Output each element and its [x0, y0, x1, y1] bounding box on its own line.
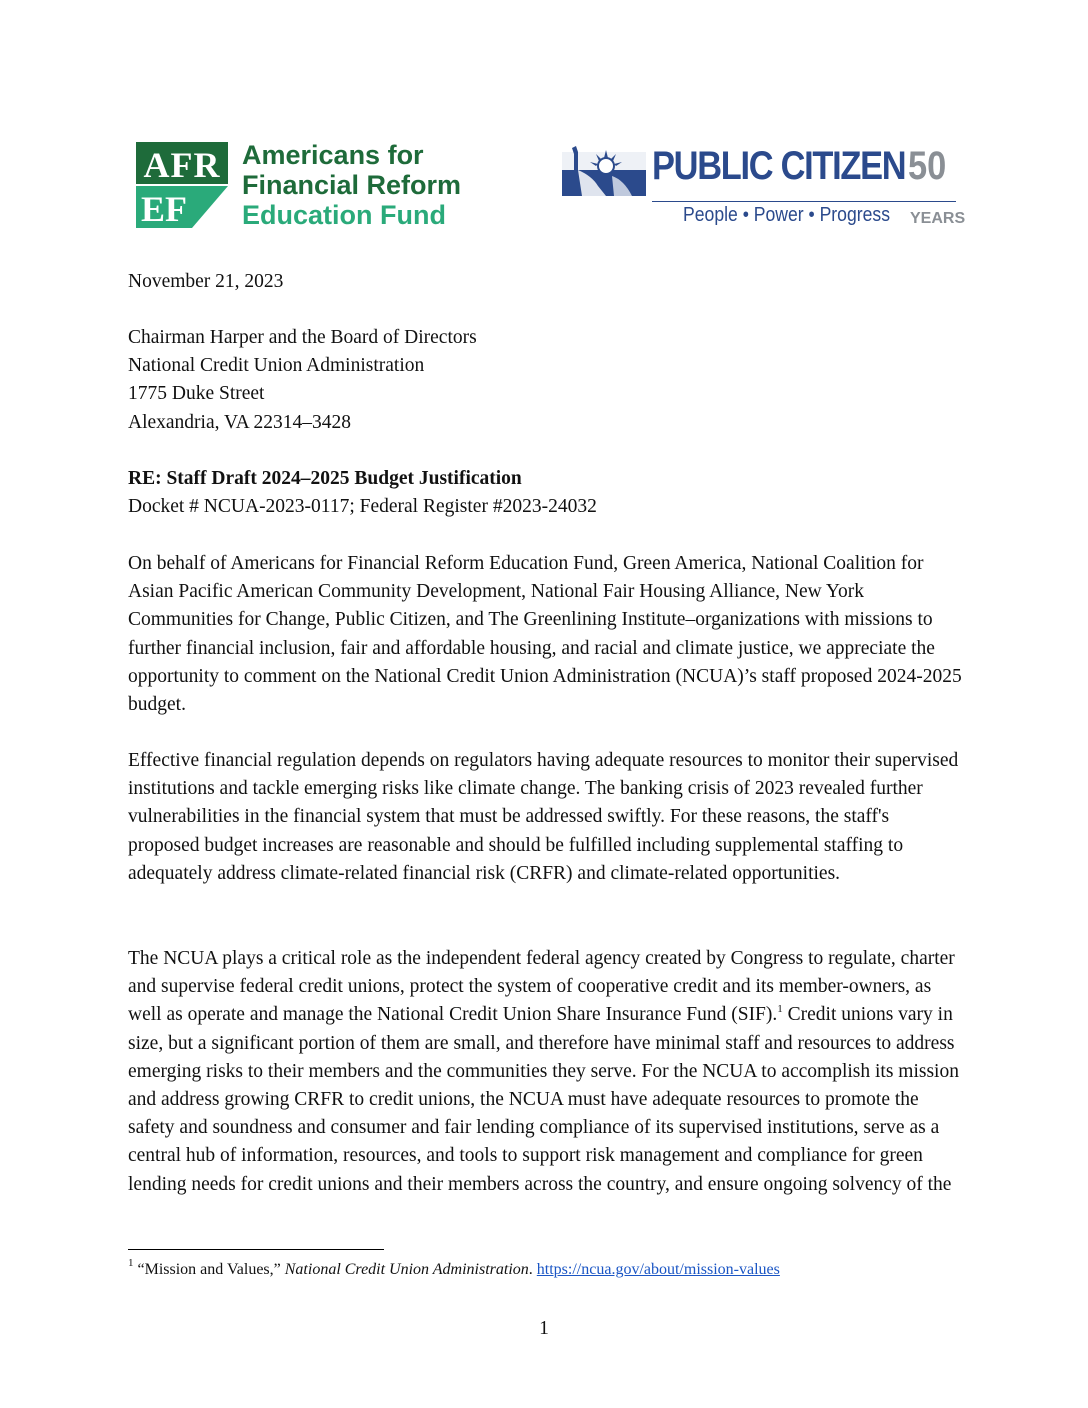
recipient-address: [128, 324, 964, 437]
afr-mark-top-text: AFR: [143, 145, 221, 185]
footnote-text-start: “Mission and Values,”: [133, 1261, 285, 1278]
recipient-line: 1775 Duke Street: [128, 383, 265, 405]
letter-date: November 21, 2023: [128, 271, 284, 292]
public-citizen-tagline: People • Power • Progress: [683, 204, 891, 226]
page-number: 1: [539, 1318, 549, 1339]
recipient-line: Chairman Harper and the Board of Directors: [128, 327, 477, 348]
subject-block: [128, 465, 964, 521]
public-citizen-anniversary: 50: [908, 144, 947, 188]
body-paragraph-3: [128, 945, 964, 1199]
afr-logo: [136, 142, 476, 232]
footnote-divider: [128, 1249, 384, 1250]
public-citizen-wordmark: PUBLIC CITIZEN: [652, 144, 906, 188]
afr-logo-line1: Americans for: [242, 140, 424, 170]
footnote-reference[interactable]: 1: [777, 1003, 783, 1016]
statue-of-liberty-icon: [562, 146, 646, 196]
footnote-link[interactable]: https://ncua.gov/about/mission-values: [536, 1261, 780, 1278]
body-paragraph-2: Effective financial regulation depends on regulators having adequate resources to monitor their supervised institutions and tackle emerging risks like climate change. The banking crisis of 2023 revealed further vulnerabilities in the financial system that must be addressed swiftly. For these reasons, the staff's proposed budget increases are reasonable and should be fulfilled including supplemental staffing to adequately address climate-related financial risk (CRFR) and climate-related opportunities.: [128, 750, 959, 884]
afr-mark-bottom-text: EF: [140, 189, 187, 229]
subject-docket: Docket # NCUA-2023-0117; Federal Register #2023-24032: [128, 496, 597, 518]
recipient-line: National Credit Union Administration: [128, 355, 425, 377]
afr-logo-mark: [136, 142, 228, 228]
body-paragraph-1: On behalf of Americans for Financial Reform Education Fund, Green America, National Coalition for Asian Pacific American Community Development, National Fair Housing Alliance, New York Communities for Change, Public Citizen, and The Greenlining Institute–organizations with missions to further financial inclusion, fair and affordable housing, and racial and climate justice, we appreciate the opportunity to comment on the National Credit Union Administration (NCUA)’s staff proposed 2024-2025 budget.: [128, 553, 962, 716]
afr-logo-line3: Education Fund: [242, 200, 446, 230]
footnote-source: National Credit Union Administration: [284, 1261, 529, 1278]
footnote-number: 1: [128, 1257, 134, 1269]
footnote-text-mid: .: [528, 1261, 537, 1278]
paragraph-3-text-end: Credit unions vary in size, but a significant portion of them are small, and therefore have minimal staff and resources to address emerging risks to their members and the communities they serve. For the NCUA to accomplish its mission and address growing CRFR to credit unions, the NCUA must have adequate resources to promote the safety and soundness and consumer and fair lending compliance of its supervised institutions, serve as a central hub of information, resources, and tools to support risk management and compliance for green lending needs for credit unions and their members across the country, and ensure ongoing solvency of the: [128, 1004, 959, 1195]
subject-title: RE: Staff Draft 2024–2025 Budget Justification: [128, 468, 522, 489]
public-citizen-divider: [652, 201, 956, 202]
recipient-line: Alexandria, VA 22314–3428: [128, 411, 351, 433]
footnote: [128, 1257, 780, 1280]
public-citizen-years: YEARS: [910, 210, 966, 227]
paragraph-3-text-start: The NCUA plays a critical role as the independent federal agency created by Congress to regulate, charter and supervise federal credit unions, protect the system of cooperative credit and its member-owners, as well as operate and manage the National Credit Union Share Insurance Fund (SIF).: [128, 948, 955, 1026]
afr-logo-line2: Financial Reform: [242, 170, 462, 200]
public-citizen-logo: [562, 144, 966, 234]
afr-logo-wordmark: [242, 140, 461, 230]
